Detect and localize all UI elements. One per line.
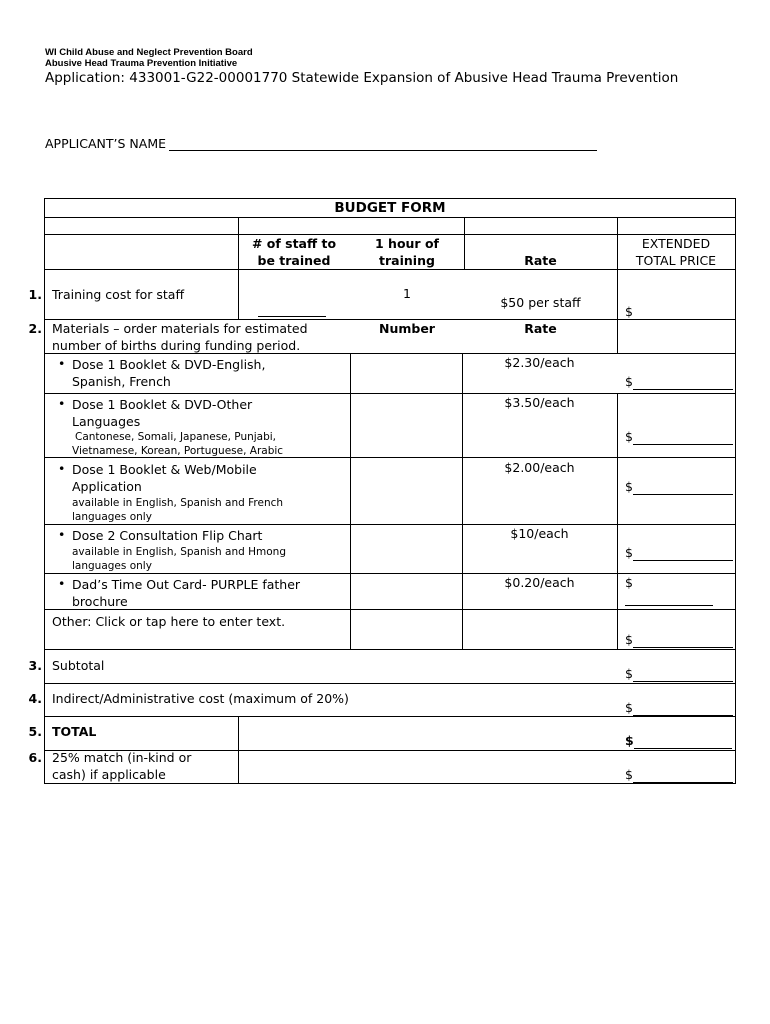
col-hour-line1: 1 hour of: [375, 236, 439, 251]
item-dads-card-rate: $0.20/each: [504, 575, 575, 590]
training-total-field[interactable]: $: [625, 303, 733, 320]
item-other-lang-number-field[interactable]: [351, 394, 461, 456]
item-english-line2: Spanish, French: [72, 374, 171, 389]
item-web-note1: available in English, Spanish and French: [72, 497, 284, 509]
budget-form-title: BUDGET FORM: [334, 200, 446, 216]
bullet: •: [58, 356, 66, 371]
initiative-name: Abusive Head Trauma Prevention Initiative: [45, 58, 238, 69]
applicant-label: APPLICANT’S NAME: [45, 136, 167, 151]
subtotal-label: Subtotal: [52, 658, 105, 673]
item-web-line2: Application: [72, 479, 142, 494]
subtotal-field[interactable]: $: [625, 665, 733, 682]
materials-rate-header: Rate: [524, 321, 557, 336]
training-label: Training cost for staff: [52, 287, 185, 302]
col-staff-line1: # of staff to: [251, 236, 337, 251]
applicant-name-field[interactable]: [169, 137, 597, 151]
row-num-2: 2.: [28, 321, 42, 336]
item-other-lang-line1: Dose 1 Booklet & DVD-Other: [72, 397, 253, 412]
item-dads-card-number-field[interactable]: [351, 574, 461, 608]
other-number-field[interactable]: [351, 610, 461, 648]
item-other-lang-rate: $3.50/each: [504, 395, 575, 410]
training-hours: 1: [403, 286, 411, 301]
item-web-rate: $2.00/each: [504, 460, 575, 475]
applicant-name-line: [45, 136, 597, 151]
item-web-total-field[interactable]: $: [625, 478, 733, 495]
org-name: WI Child Abuse and Neglect Prevention Board: [45, 47, 253, 58]
item-other-lang-line2: Languages: [72, 414, 141, 429]
total-label: TOTAL: [52, 724, 97, 739]
materials-label-line1: Materials – order materials for estimated: [52, 321, 308, 336]
col-ext-line2: TOTAL PRICE: [635, 253, 717, 268]
staff-count-field[interactable]: [258, 316, 326, 317]
item-flip-chart-number-field[interactable]: [351, 525, 461, 572]
total-field[interactable]: $: [625, 732, 732, 749]
bullet: •: [58, 461, 66, 476]
total-field-middle[interactable]: [239, 717, 616, 749]
row-num-4: 4.: [28, 691, 42, 706]
row-num-1: 1.: [28, 287, 42, 302]
item-dads-card-total-field[interactable]: [625, 605, 713, 606]
col-ext-line1: EXTENDED: [641, 236, 711, 251]
item-flip-chart-line1: Dose 2 Consultation Flip Chart: [72, 528, 263, 543]
row-num-6: 6.: [28, 750, 42, 765]
item-english-line1: Dose 1 Booklet & DVD-English,: [72, 357, 266, 372]
item-other-lang-note2: Vietnamese, Korean, Portuguese, Arabic: [72, 445, 284, 457]
application-title: Application: 433001-G22-00001770 Statewide Expansion of Abusive Head Trauma Prevention: [45, 70, 679, 86]
item-flip-chart-rate: $10/each: [510, 526, 569, 541]
row-num-5: 5.: [28, 724, 42, 739]
bullet: •: [58, 527, 66, 542]
item-other-lang-total-field[interactable]: $: [625, 428, 733, 445]
item-dads-card-total-dollar: $: [625, 575, 633, 590]
other-total-field[interactable]: $: [625, 631, 733, 648]
item-web-number-field[interactable]: [351, 458, 461, 523]
match-field[interactable]: $: [625, 766, 733, 783]
bullet: •: [58, 396, 66, 411]
item-dads-card-line1: Dad’s Time Out Card- PURPLE father: [72, 577, 301, 592]
materials-number-header: Number: [379, 321, 435, 336]
materials-label-line2: number of births during funding period.: [52, 338, 301, 353]
item-dads-card-line2: brochure: [72, 594, 128, 609]
item-english-number-field[interactable]: [351, 354, 461, 392]
col-staff-line2: be trained: [257, 253, 331, 268]
item-web-line1: Dose 1 Booklet & Web/Mobile: [72, 462, 257, 477]
item-flip-chart-note1: available in English, Spanish and Hmong: [72, 546, 286, 558]
bullet: •: [58, 576, 66, 591]
other-item-field[interactable]: Other: Click or tap here to enter text.: [52, 614, 286, 629]
training-rate: $50 per staff: [500, 295, 581, 310]
col-rate: Rate: [524, 253, 557, 268]
item-english-rate: $2.30/each: [504, 355, 575, 370]
match-field-middle[interactable]: [239, 751, 616, 782]
col-hour-line2: training: [379, 253, 435, 268]
match-label-line1: 25% match (in-kind or: [52, 750, 192, 765]
match-label-line2: cash) if applicable: [52, 767, 166, 782]
item-other-lang-note1: Cantonese, Somali, Japanese, Punjabi,: [75, 431, 277, 443]
item-flip-chart-total-field[interactable]: $: [625, 544, 733, 561]
item-web-note2: languages only: [72, 511, 152, 523]
item-flip-chart-note2: languages only: [72, 560, 152, 572]
budget-form: [28, 198, 736, 784]
indirect-field[interactable]: $: [625, 699, 733, 716]
indirect-label: Indirect/Administrative cost (maximum of 20%): [52, 691, 349, 706]
item-english-total-field[interactable]: $: [625, 373, 733, 390]
row-num-3: 3.: [28, 658, 42, 673]
